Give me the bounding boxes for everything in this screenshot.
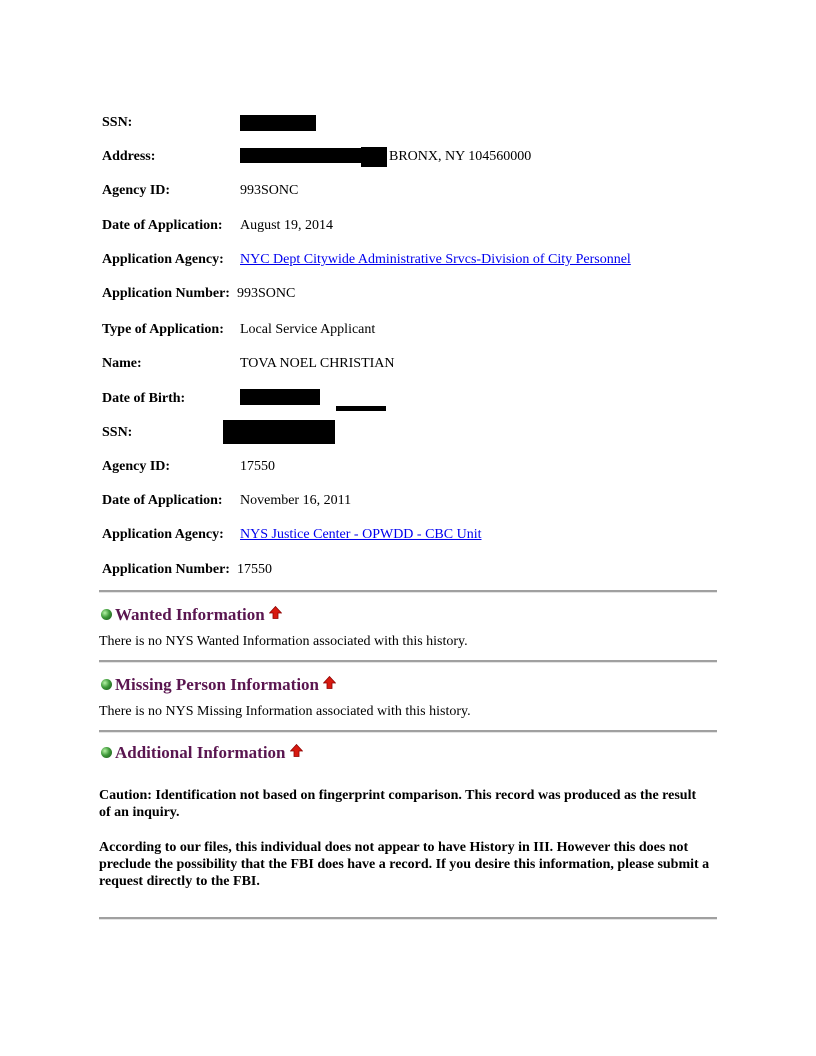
- application-number-value-2: 17550: [237, 562, 272, 577]
- date-of-application-label: Date of Application:: [102, 218, 223, 233]
- caution-note: Caution: Identification not based on fingerprint comparison. This record was produced as the result of an inquiry.: [99, 788, 697, 820]
- section-divider: [99, 660, 717, 663]
- date-of-birth-label: Date of Birth:: [102, 391, 186, 406]
- date-of-application-value: August 19, 2014: [240, 218, 333, 233]
- redacted-address-number: [361, 147, 387, 167]
- redacted-address-street: [240, 148, 361, 163]
- name-label: Name:: [102, 356, 142, 371]
- application-number-label: Application Number:: [102, 286, 230, 301]
- address-label: Address:: [102, 149, 156, 164]
- missing-section-heading: [101, 674, 336, 695]
- address-value: BRONX, NY 104560000: [389, 149, 532, 164]
- missing-section-title: Missing Person Information: [115, 675, 319, 694]
- redacted-dob: [240, 389, 320, 405]
- agency-id-label-2: Agency ID:: [102, 459, 171, 474]
- back-to-top-icon[interactable]: [323, 674, 336, 694]
- back-to-top-icon[interactable]: [269, 604, 282, 624]
- wanted-section-title: Wanted Information: [115, 605, 265, 624]
- name-value: TOVA NOEL CHRISTIAN: [240, 356, 395, 371]
- application-agency-label: Application Agency:: [102, 252, 224, 267]
- back-to-top-icon[interactable]: [290, 742, 303, 762]
- green-ball-icon: [101, 679, 112, 690]
- section-divider: [99, 917, 717, 920]
- date-of-application-value-2: November 16, 2011: [240, 493, 352, 508]
- fbi-note: According to our files, this individual does not appear to have History in III. However this does not preclude the possibility that the FBI does have a record. If you desire this information, please submit a request directly to the FBI.: [99, 840, 710, 889]
- additional-section-title: Additional Information: [115, 743, 286, 762]
- redacted-ssn: [240, 115, 316, 131]
- application-agency-link[interactable]: NYC Dept Citywide Administrative Srvcs-Division of City Personnel: [240, 252, 631, 267]
- additional-section-heading: [101, 742, 303, 763]
- section-divider: [99, 590, 717, 593]
- agency-id-value: 993SONC: [240, 183, 299, 198]
- application-number-value: 993SONC: [237, 286, 296, 301]
- section-divider: [99, 730, 717, 733]
- type-of-application-label: Type of Application:: [102, 322, 224, 337]
- ssn-label-2: SSN:: [102, 425, 133, 440]
- wanted-section-heading: [101, 604, 282, 625]
- green-ball-icon: [101, 747, 112, 758]
- redacted-dob-fragment: [336, 406, 386, 411]
- missing-section-text: There is no NYS Missing Information associated with this history.: [99, 704, 471, 719]
- wanted-section-text: There is no NYS Wanted Information associated with this history.: [99, 634, 468, 649]
- application-number-label-2: Application Number:: [102, 562, 230, 577]
- green-ball-icon: [101, 609, 112, 620]
- date-of-application-label-2: Date of Application:: [102, 493, 223, 508]
- agency-id-value-2: 17550: [240, 459, 275, 474]
- application-agency-link-2[interactable]: NYS Justice Center - OPWDD - CBC Unit: [240, 527, 482, 542]
- redacted-ssn-2: [223, 420, 335, 444]
- type-of-application-value: Local Service Applicant: [240, 322, 376, 337]
- agency-id-label: Agency ID:: [102, 183, 171, 198]
- ssn-label: SSN:: [102, 115, 133, 130]
- application-agency-label-2: Application Agency:: [102, 527, 224, 542]
